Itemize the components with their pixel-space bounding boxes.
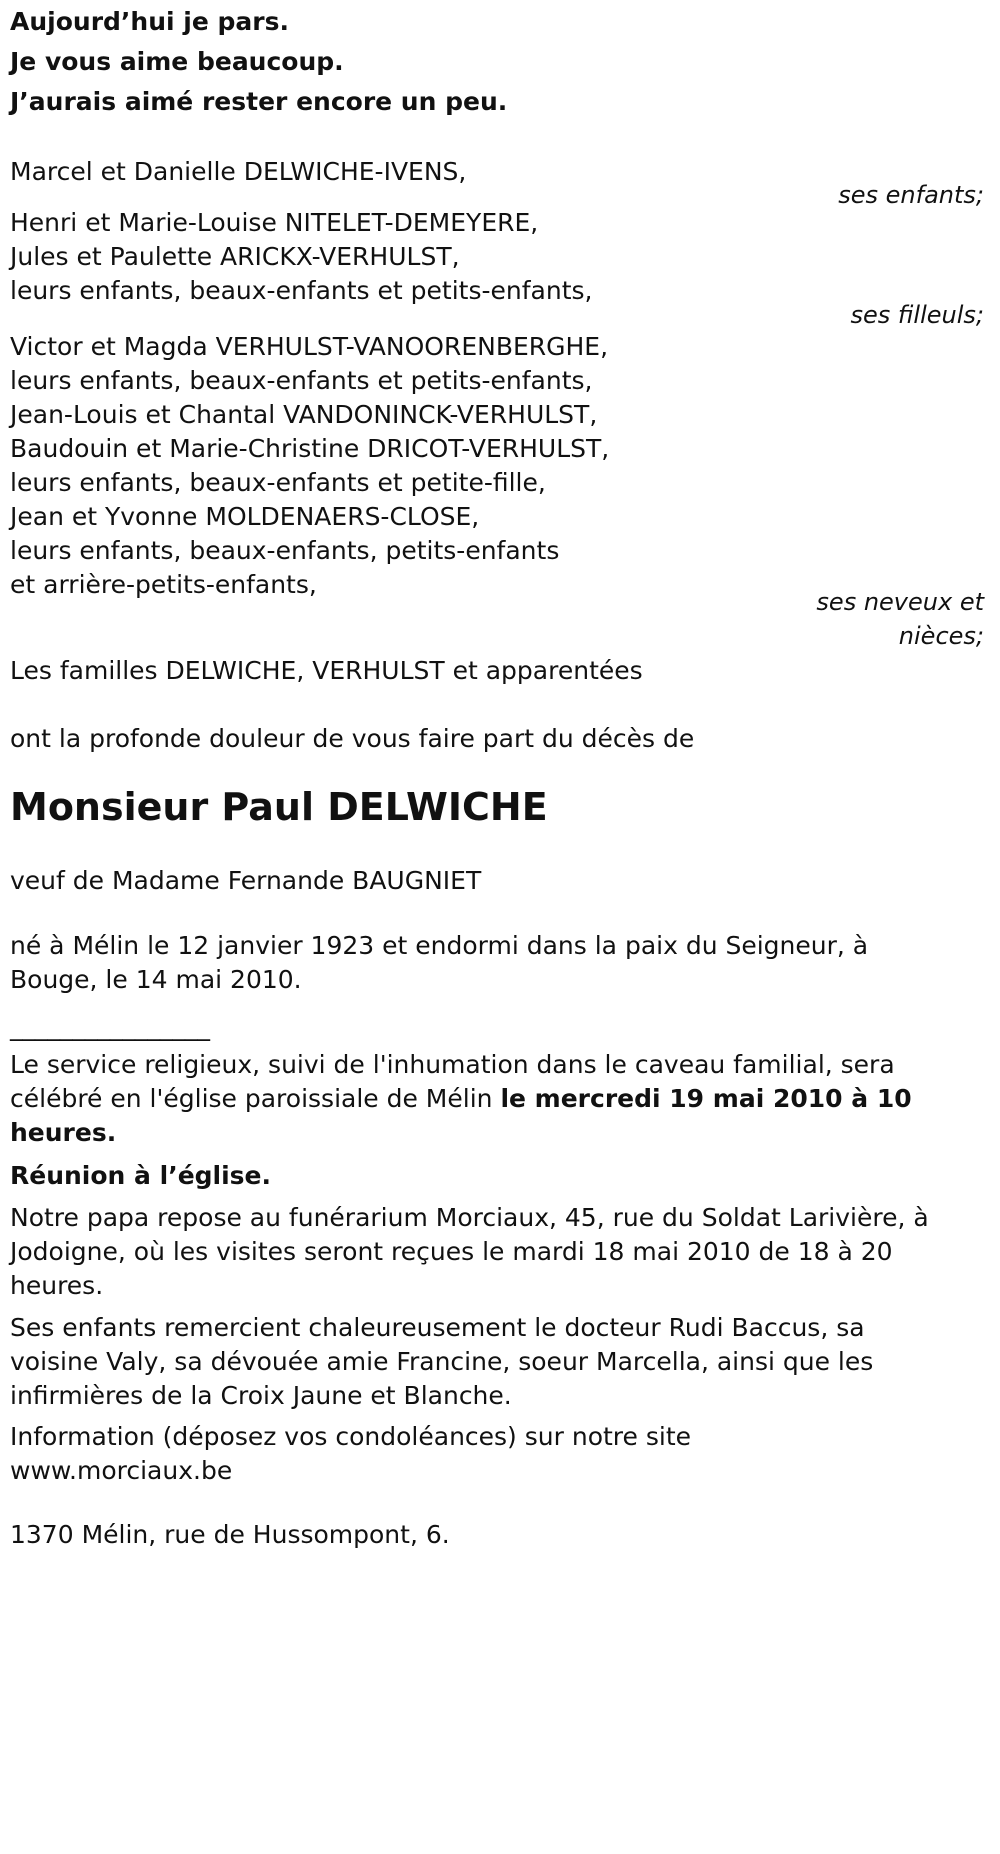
relation-label-godchildren: ses filleuls; [850,301,984,329]
relation-label-line: nièces; [898,622,984,650]
website-link[interactable]: www.morciaux.be [10,1456,233,1485]
family-name-line: Henri et Marie-Louise NITELET-DEMEYERE, [10,208,539,237]
family-name-line: Marcel et Danielle DELWICHE-IVENS, [10,157,467,186]
funerarium-paragraph: Notre papa repose au funérarium Morciaux, 45, rue du Soldat Larivière, à Jodoigne, où les visites seront reçues le mardi 18 mai 2010 de 18 à 20 heures. [10,1203,929,1300]
family-name-line: leurs enfants, beaux-enfants et petits-enfants, [10,276,593,305]
family-group-godchildren [10,206,990,308]
poem-line: J’aurais aimé rester encore un peu. [10,87,508,116]
family-name-line: leurs enfants, beaux-enfants et petits-enfants, [10,366,593,395]
family-name-line: Jules et Paulette ARICKX-VERHULST, [10,242,460,271]
service-text: Le service religieux, suivi de l'inhumation dans le caveau familial, sera célébré en l'église paroissiale de Mélin [10,1050,895,1113]
poem-line: Je vous aime beaucoup. [10,47,344,76]
family-name-line: Jean-Louis et Chantal VANDONINCK-VERHULST, [10,400,598,429]
family-name-line: Victor et Magda VERHULST-VANOORENBERGHE, [10,332,609,361]
info-line: Information (déposez vos condoléances) sur notre site [10,1422,692,1451]
family-name-line: Baudouin et Marie-Christine DRICOT-VERHULST, [10,434,610,463]
relation-label-line: ses neveux et [816,588,984,616]
family-group-nephews [10,330,990,602]
separator-line: ________________ [10,1012,210,1041]
families-line: Les familles DELWICHE, VERHULST et apparentées [10,656,643,685]
relation-label-children: ses enfants; [838,181,984,209]
relation-label-nephews [584,585,984,653]
service-paragraph [10,1048,970,1150]
address-line: 1370 Mélin, rue de Hussompont, 6. [10,1520,450,1549]
announcement-line: ont la profonde douleur de vous faire part du décès de [10,724,695,753]
family-name-line: Jean et Yvonne MOLDENAERS-CLOSE, [10,502,480,531]
poem-line: Aujourd’hui je pars. [10,7,289,36]
info-block [10,1420,990,1488]
thanks-paragraph: Ses enfants remercient chaleureusement le docteur Rudi Baccus, sa voisine Valy, sa dévouée amie Francine, soeur Marcella, ainsi que les infirmières de la Croix Jaune et Blanche. [10,1313,874,1410]
service-date: le mercredi 19 mai 2010 à 10 heures. [10,1084,912,1147]
reunion-line: Réunion à l’église. [10,1161,272,1190]
family-name-line: leurs enfants, beaux-enfants et petite-fille, [10,468,546,497]
deceased-name: Monsieur Paul DELWICHE [10,785,548,829]
intro-poem [10,2,990,122]
birth-death-paragraph: né à Mélin le 12 janvier 1923 et endormi dans la paix du Seigneur, à Bouge, le 14 mai 2010. [10,931,869,994]
widower-line: veuf de Madame Fernande BAUGNIET [10,866,482,895]
family-name-line: leurs enfants, beaux-enfants, petits-enfants [10,536,560,565]
family-name-line: et arrière-petits-enfants, [10,570,317,599]
